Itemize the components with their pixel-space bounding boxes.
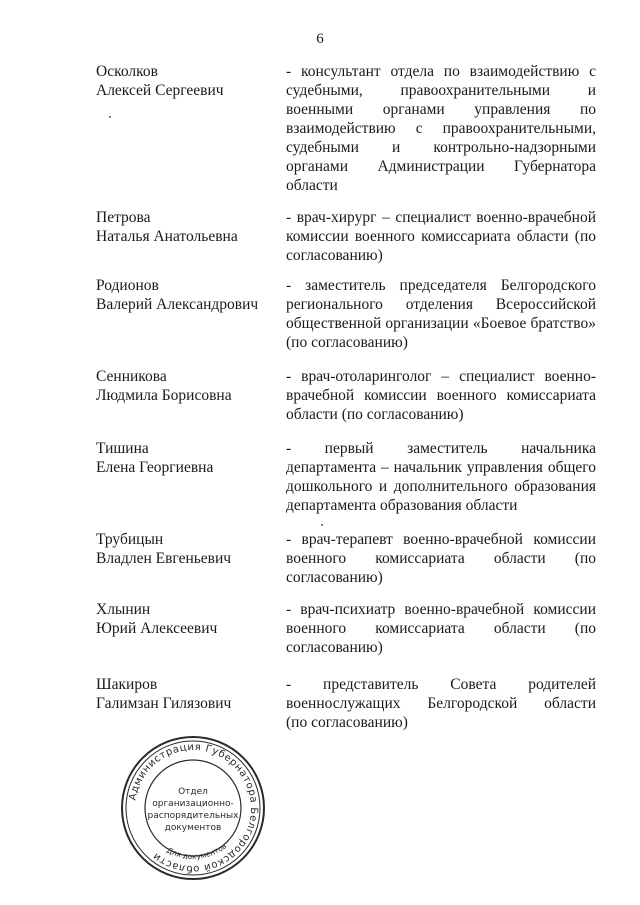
member-name	[96, 439, 286, 477]
role-line: (по согласованию)	[286, 714, 408, 731]
member-name	[96, 675, 286, 713]
member-surname: Тишина	[96, 440, 149, 457]
role-line: взаимодействию с правоохранительными,	[286, 120, 596, 137]
role-line: согласованию)	[286, 247, 383, 264]
member-surname: Сенникова	[96, 368, 167, 385]
role-line: регионального отделения Всероссийской	[286, 296, 596, 313]
role-line: военными органами управления по	[286, 101, 596, 118]
role-line: врачебной комиссии военного комиссариата	[286, 387, 596, 404]
member-name	[96, 208, 286, 246]
member-given-names: Елена Георгиевна	[96, 459, 214, 476]
role-line: согласованию)	[286, 639, 383, 656]
member-name	[96, 276, 286, 314]
role-line: военнослужащих Белгородской области	[286, 695, 596, 712]
role-line: судебными, правоохранительными и	[286, 82, 596, 99]
role-line: дошкольного и дополнительного образования	[286, 478, 596, 495]
member-surname: Осколков	[96, 63, 158, 80]
role-line: департамента – начальник управления общего	[286, 459, 596, 476]
role-line: - врач-терапевт военно-врачебной комиссии	[286, 531, 596, 548]
member-given-names: Галимзан Гилязович	[96, 695, 232, 712]
role-line: военного комиссариата области (по	[286, 550, 596, 567]
member-role	[286, 530, 596, 587]
stamp-center-line: организационно-	[152, 799, 234, 809]
stamp-center-line: документов	[164, 823, 222, 833]
member-role	[286, 62, 596, 195]
member-name	[96, 62, 286, 100]
role-line: - врач-психиатр военно-врачебной комиссии	[286, 601, 596, 618]
member-given-names: Владлен Евгеньевич	[96, 550, 232, 567]
role-line: - врач-отоларинголог – специалист военно-	[286, 368, 596, 385]
role-line: (по согласованию)	[286, 334, 408, 351]
member-role	[286, 675, 596, 732]
member-role	[286, 600, 596, 657]
member-name	[96, 600, 286, 638]
speck-mark	[321, 524, 323, 526]
member-surname: Родионов	[96, 277, 159, 294]
role-line: - представитель Совета родителей	[286, 676, 596, 693]
role-line: органами Администрации Губернатора	[286, 158, 596, 175]
role-line: - заместитель председателя Белгородского	[286, 277, 596, 294]
member-role	[286, 367, 596, 424]
member-surname: Хлынин	[96, 601, 151, 618]
role-line: - консультант отдела по взаимодействию с	[286, 63, 596, 80]
member-given-names: Юрий Алексеевич	[96, 620, 218, 637]
member-surname: Трубицын	[96, 531, 164, 548]
role-line: департамента образования области	[286, 497, 518, 514]
official-stamp	[118, 733, 268, 883]
role-line: области (по согласованию)	[286, 406, 464, 423]
stamp-bottom-text: Для документов	[165, 841, 229, 862]
member-given-names: Людмила Борисовна	[96, 387, 232, 404]
role-line: военного комиссариата области (по	[286, 620, 596, 637]
member-role	[286, 276, 596, 352]
role-line: области	[286, 177, 338, 194]
role-line: общественной организации «Боевое братство»	[286, 315, 596, 332]
stamp-center-line: Отдел	[178, 787, 208, 797]
member-given-names: Алексей Сергеевич	[96, 82, 224, 99]
role-line: судебными и контрольно-надзорными	[286, 139, 596, 156]
role-line: комиссии военного комиссариата области (по	[286, 228, 596, 245]
role-line: согласованию)	[286, 569, 383, 586]
member-surname: Шакиров	[96, 676, 158, 693]
stamp-center-line: распорядительных	[147, 811, 239, 821]
role-line: - первый заместитель начальника	[286, 440, 596, 457]
member-given-names: Наталья Анатольевна	[96, 228, 238, 245]
speck-mark	[109, 116, 111, 118]
role-line: - врач-хирург – специалист военно-врачебной	[286, 209, 596, 226]
member-name	[96, 530, 286, 568]
member-role	[286, 208, 596, 265]
member-name	[96, 367, 286, 405]
stamp-ring-text: Администрация Губернатора Белгородской области	[127, 741, 260, 875]
member-role	[286, 439, 596, 515]
member-surname: Петрова	[96, 209, 151, 226]
stamp-seal-graphic	[118, 733, 268, 883]
member-given-names: Валерий Александрович	[96, 296, 259, 313]
page-number: 6	[316, 31, 324, 47]
